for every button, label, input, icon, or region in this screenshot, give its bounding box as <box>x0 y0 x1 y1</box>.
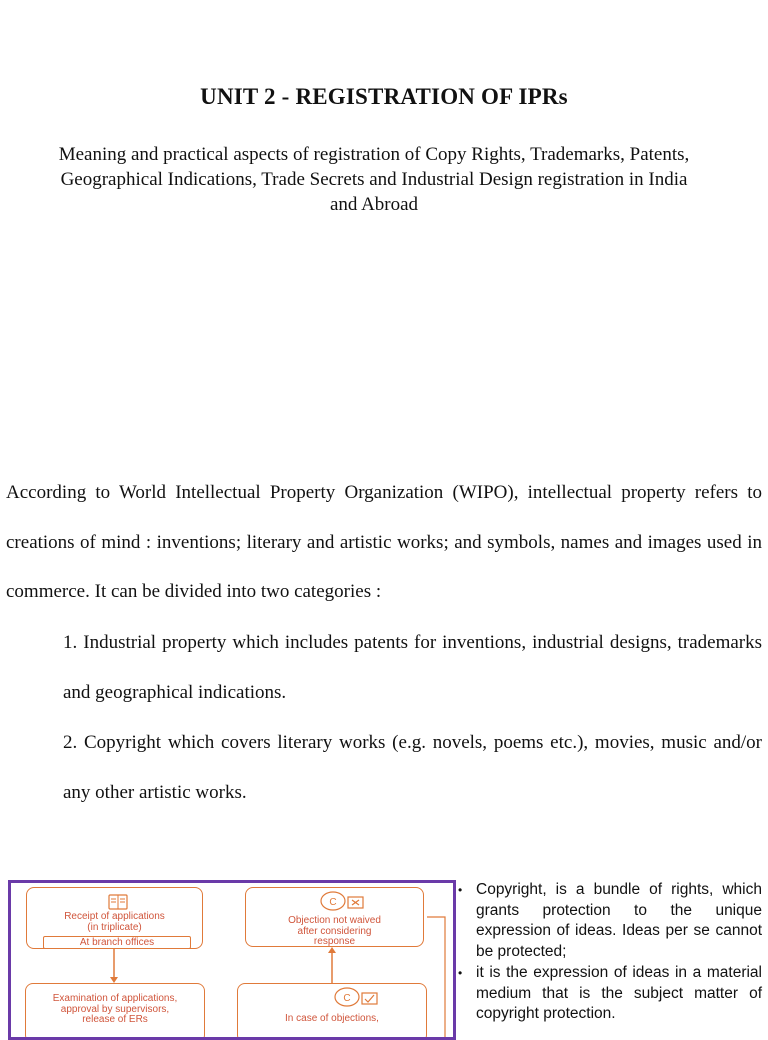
objections-line-1: In case of objections, <box>285 1013 379 1024</box>
svg-text:C: C <box>329 897 337 908</box>
bullet-text: it is the expression of ideas in a material medium that is the subject matter of copyright protection. <box>476 963 762 1023</box>
objection-not-waived-box <box>245 887 424 947</box>
category-item-1: 1. Industrial property which includes patents for inventions, industrial designs, trademarks and geographical indications. <box>63 632 762 703</box>
objection-line-1: Objection not waived <box>288 915 381 926</box>
copyright-accept-icon <box>334 987 380 1007</box>
document-icon <box>108 894 128 910</box>
bullet-dot-icon: • <box>458 965 463 980</box>
receipt-box <box>26 887 203 949</box>
copyright-process-flowchart <box>8 880 456 1040</box>
page-title: UNIT 2 - REGISTRATION OF IPRs <box>200 84 568 109</box>
page-subtitle: Meaning and practical aspects of registration of Copy Rights, Trademarks, Patents, Geographical Indications, Trade Secrets and Industrial Design registration in India and Abroad <box>58 144 690 215</box>
objections-box <box>237 983 427 1040</box>
bullet-text: Copyright, is a bundle of rights, which grants protection to the unique expression of ideas. Ideas per se cannot be protected; <box>476 881 762 961</box>
bullet-dot-icon: • <box>458 883 463 897</box>
svg-text:C: C <box>343 993 351 1004</box>
objection-line-2: after considering <box>297 925 372 937</box>
receipt-line-2: (in triplicate) <box>87 921 142 933</box>
bullet-item <box>456 963 762 1025</box>
bullet-item <box>456 880 762 963</box>
examination-line-3: release of ERs <box>82 1014 148 1025</box>
examination-box <box>25 983 205 1040</box>
intro-paragraph: According to World Intellectual Property Organization (WIPO), intellectual property refers to creations of mind : inventions; literary and artistic works; and symbols, names and images used in commerce. It can be divided into two categories : <box>6 482 762 602</box>
examination-line-2: approval by supervisors, <box>60 1003 170 1015</box>
category-item-2: 2. Copyright which covers literary works (e.g. novels, poems etc.), movies, music and/or any other artistic works. <box>63 732 762 803</box>
objection-line-3: response <box>313 936 356 947</box>
examination-line-1: Examination of applications, <box>52 993 178 1004</box>
branch-offices-tag: At branch offices <box>43 936 191 949</box>
receipt-line-1: Receipt of applications <box>64 911 165 922</box>
copyright-reject-icon <box>320 891 366 911</box>
copyright-bullets <box>456 880 762 1025</box>
